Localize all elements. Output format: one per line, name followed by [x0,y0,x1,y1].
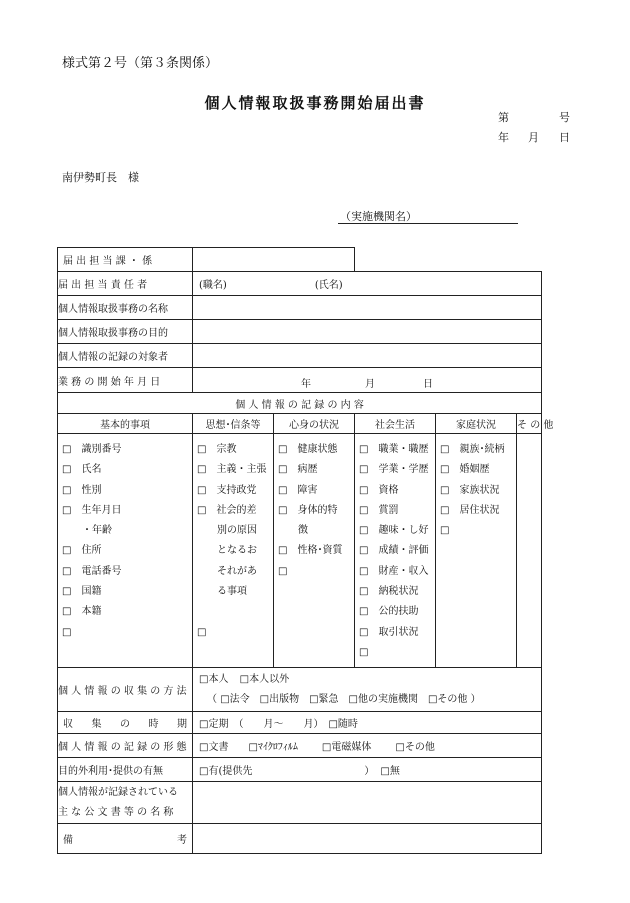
start-month-label: 月 [365,379,376,390]
person-label: 届 出 担 当 責 任 者 [58,272,193,296]
documents-field[interactable] [193,782,542,824]
form-microfilm-checkbox[interactable]: □ﾏｲｸﾛﾌｨﾙﾑ [248,742,298,753]
checkbox-item[interactable]: □ 識別番号 [62,444,122,455]
checkbox-item[interactable]: □ 国籍 [62,586,102,598]
notification-form-table [57,247,554,854]
checkbox-item[interactable]: □ 居住状況 [440,504,500,516]
record-content-header: 個 人 情 報 の 記 録 の 内 容 [58,393,542,414]
checkbox-item[interactable]: □ 財産・収入 [359,565,429,577]
checkbox-item[interactable]: □ 障害 [278,484,318,496]
checkbox-item-continued: 別の原因 [197,525,258,537]
page-title: 個人情報取扱事務開始届出書 [204,94,426,112]
collection-self-checkbox[interactable]: □本人 [199,673,229,685]
start-date-label: 業 務 の 開 始 年 月 日 [58,368,193,393]
category-header-thought: 思想･信条等 [193,414,274,434]
checkbox-item[interactable]: □ [62,626,72,638]
category-family-column [436,434,517,668]
checkbox-item[interactable]: □ [278,565,288,577]
external-close-paren: ） [364,766,375,777]
checkbox-item[interactable]: □ 職業・職歴 [359,444,429,455]
dept-label: 届 出 担 当 課 ・ 係 [58,248,193,272]
collection-timing-field[interactable]: □定期 （ 月～ 月） □随時 [193,712,542,734]
checkbox-item[interactable]: □ 婚姻歴 [440,464,490,476]
checkbox-item[interactable]: □ 家族状況 [440,484,500,496]
checkbox-item[interactable]: □ [359,646,369,658]
checkbox-item[interactable]: □ 支持政党 [197,484,257,496]
form-electronic-checkbox[interactable]: □電磁媒体 [321,742,372,753]
start-day-label: 日 [423,379,434,390]
category-header-social: 社会生活 [355,414,436,434]
target-label: 個人情報の記録の対象者 [58,344,193,368]
category-other-column[interactable] [517,434,542,668]
person-name-label: (氏名) [314,280,343,291]
checkbox-item[interactable]: □ 病歴 [278,464,318,476]
record-form-field [193,734,542,758]
number-label: 第 [498,111,509,124]
category-header-other: そ の 他 [517,414,542,434]
category-body-column [274,434,355,668]
form-number: 様式第２号（第３条関係） [62,56,219,71]
checkbox-item[interactable]: □ 健康状態 [278,444,338,455]
checkbox-item[interactable]: □ 成績・評価 [359,545,429,557]
checkbox-item[interactable]: □ 主義・主張 [197,464,267,476]
checkbox-item[interactable]: □ 資格 [359,484,399,496]
checkbox-item[interactable]: □ 性別 [62,484,102,496]
collection-other-checkbox[interactable]: □本人以外 [239,673,290,685]
checkbox-item[interactable]: □ 取引状況 [359,626,419,638]
checkbox-item[interactable]: □ 身体的特 [278,504,338,516]
person-value-field[interactable] [193,272,542,296]
checkbox-item[interactable]: □ [197,626,207,638]
external-no-checkbox[interactable]: □無 [380,766,400,777]
person-title-label: (職名) [199,280,227,291]
checkbox-item[interactable]: □ 氏名 [62,464,102,476]
checkbox-item[interactable]: □ 電話番号 [62,565,122,577]
record-form-label: 個 人 情 報 の 記 録 の 形 態 [58,734,193,758]
checkbox-item-continued: 徴 [278,525,309,537]
checkbox-item[interactable]: □ 本籍 [62,606,102,618]
start-date-field[interactable] [193,368,542,393]
collection-method-label: 個 人 情 報 の 収 集 の 方 法 [58,668,193,712]
category-header-basic: 基本的事項 [58,414,193,434]
remarks-field[interactable] [193,824,542,854]
category-header-body: 心身の状況 [274,414,355,434]
checkbox-item[interactable]: □ 公的扶助 [359,606,419,618]
date-day-label: 日 [559,131,570,144]
remarks-label: 備 考 [58,824,193,854]
checkbox-item[interactable]: □ [440,525,450,537]
category-social-column [355,434,436,668]
category-thought-column [193,434,274,668]
checkbox-item-continued: それがあ [197,565,258,577]
category-header-family: 家庭状況 [436,414,517,434]
checkbox-item[interactable]: □ 親族･続柄 [440,444,505,455]
checkbox-item[interactable]: □ 学業・学歴 [359,464,429,476]
checkbox-item[interactable]: □ 納税状況 [359,586,419,598]
addressee: 南伊勢町長 様 [62,171,139,184]
external-use-label: 目的外利用･提供の有無 [58,758,193,782]
checkbox-item[interactable]: □ 宗教 [197,444,237,455]
category-basic-column [58,434,193,668]
agency-name-field[interactable] [338,223,518,224]
checkbox-item[interactable]: □ 性格･資質 [278,545,343,557]
number-suffix: 号 [559,111,570,124]
checkbox-spacer [197,602,273,622]
form-other-checkbox[interactable]: □その他 [395,742,435,753]
date-month-label: 月 [528,131,539,144]
checkbox-item-continued: となるお [197,545,258,557]
checkbox-item[interactable]: □ 趣味・し好 [359,525,429,537]
date-year-label: 年 [498,131,509,144]
collection-sources-checkboxes[interactable]: （ □法令 □出版物 □緊急 □他の実施機関 □その他 ） [207,693,481,705]
checkbox-item[interactable]: □ 賞罰 [359,504,399,516]
task-name-label: 個人情報取扱事務の名称 [58,296,193,320]
checkbox-item[interactable]: □ 住所 [62,545,102,557]
collection-method-field [193,668,542,712]
documents-label: 個人情報が記録されている 主 な 公 文 書 等 の 名 称 [58,782,193,824]
blank-cell [355,248,542,272]
dept-value-field[interactable] [193,248,355,272]
collection-timing-label: 収 集 の 時 期 [58,712,193,734]
form-document-checkbox[interactable]: □文書 [199,742,229,753]
agency-label: （実施機関名） [340,210,417,223]
checkbox-item-continued: る事項 [197,586,248,598]
checkbox-item[interactable]: □ 生年月日 [62,504,122,516]
external-use-field [193,758,542,782]
task-name-field[interactable] [193,296,542,320]
checkbox-item[interactable]: □ 社会的差 [197,504,257,516]
external-yes-checkbox[interactable]: □有(提供先 [199,766,253,777]
task-purpose-field[interactable] [193,320,542,344]
checkbox-item-continued: ・年齢 [62,525,112,537]
target-field[interactable] [193,344,542,368]
start-year-label: 年 [301,379,312,390]
task-purpose-label: 個人情報取扱事務の目的 [58,320,193,344]
